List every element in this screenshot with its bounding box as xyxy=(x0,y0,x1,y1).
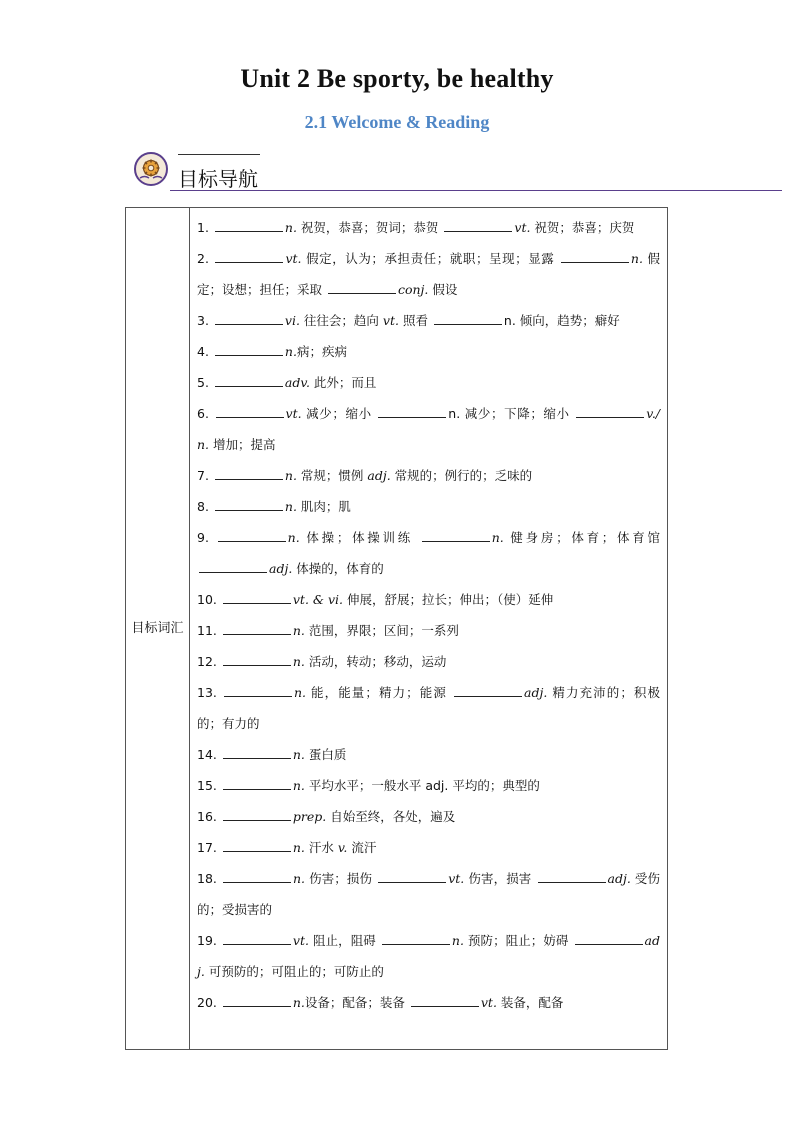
definition-text: 平均水平；一般水平 adj. 平均的；典型的 xyxy=(304,778,540,793)
part-of-speech: n. xyxy=(292,871,305,886)
answer-blank[interactable] xyxy=(223,620,291,635)
part-of-speech: n. xyxy=(284,468,297,483)
definition-text: 蛋白质 xyxy=(304,747,347,762)
vocab-item xyxy=(197,615,660,646)
brain-gear-icon xyxy=(133,151,169,187)
part-of-speech: n. xyxy=(451,933,464,948)
part-of-speech: vt. & vi. xyxy=(292,592,344,607)
definition-text: 3. xyxy=(197,313,213,328)
vocab-item xyxy=(197,987,660,1018)
answer-blank[interactable] xyxy=(215,496,283,511)
answer-blank[interactable] xyxy=(223,589,291,604)
vocab-item xyxy=(197,584,660,615)
part-of-speech: n. xyxy=(284,344,297,359)
answer-blank[interactable] xyxy=(454,682,522,697)
vocabulary-table xyxy=(125,207,668,1050)
vocab-item xyxy=(197,801,660,832)
vocab-item xyxy=(197,398,660,460)
part-of-speech: vi. xyxy=(284,313,300,328)
part-of-speech: vt. xyxy=(382,313,399,328)
definition-text: 照看 xyxy=(398,313,432,328)
definition-text: 往往会；趋向 xyxy=(299,313,383,328)
answer-blank[interactable] xyxy=(199,558,267,573)
answer-blank[interactable] xyxy=(215,310,283,325)
definition-text: 14. xyxy=(197,747,221,762)
part-of-speech: vt. xyxy=(514,220,531,235)
answer-blank[interactable] xyxy=(411,992,479,1007)
answer-blank[interactable] xyxy=(378,403,446,418)
part-of-speech: n. xyxy=(491,530,504,545)
definition-text: 16. xyxy=(197,809,221,824)
answer-blank[interactable] xyxy=(218,527,286,542)
section-title: 目标导航 xyxy=(178,167,258,191)
part-of-speech: adv. xyxy=(284,375,310,390)
part-of-speech: n. xyxy=(630,251,643,266)
definition-text: 受伤的；受损害的 xyxy=(197,871,661,917)
definition-text: 1. xyxy=(197,220,213,235)
definition-text: 此外；而且 xyxy=(309,375,377,390)
definition-text: n. 减少；下降；缩小 xyxy=(448,406,575,421)
definition-text: 装备，配备 xyxy=(496,995,564,1010)
vocab-list xyxy=(190,208,668,1050)
part-of-speech: n. xyxy=(292,995,305,1010)
definition-text: 设备；配备；装备 xyxy=(304,995,409,1010)
table-label-text: 目标词汇 xyxy=(131,620,184,636)
answer-blank[interactable] xyxy=(223,775,291,790)
lesson-subtitle: 2.1 Welcome & Reading xyxy=(304,112,490,132)
part-of-speech: n. xyxy=(293,685,306,700)
definition-text: 17. xyxy=(197,840,221,855)
definition-text: 假设 xyxy=(428,282,458,297)
section-divider xyxy=(170,190,782,191)
definition-text: 7. xyxy=(197,468,213,483)
definition-text: 增加；提高 xyxy=(209,437,276,452)
part-of-speech: vt. xyxy=(292,933,309,948)
vocab-item xyxy=(197,305,660,336)
answer-blank[interactable] xyxy=(223,744,291,759)
definition-text: 15. xyxy=(197,778,221,793)
part-of-speech: n. xyxy=(292,623,305,638)
definition-text: 12. xyxy=(197,654,221,669)
part-of-speech: adj. xyxy=(269,561,293,576)
part-of-speech: conj. xyxy=(397,282,429,297)
definition-text: 伤害，损害 xyxy=(464,871,536,886)
table-row xyxy=(126,208,668,1050)
definition-text: 6. xyxy=(197,406,214,421)
part-of-speech: v. xyxy=(337,840,348,855)
answer-blank[interactable] xyxy=(215,465,283,480)
definition-text: 13. xyxy=(197,685,222,700)
answer-blank[interactable] xyxy=(575,930,643,945)
definition-text: 精力充沛的；积极的；有力的 xyxy=(197,685,660,731)
definition-text: 10. xyxy=(197,592,221,607)
part-of-speech: n. xyxy=(284,499,297,514)
part-of-speech: vt. xyxy=(448,871,465,886)
definition-text: 病；疾病 xyxy=(296,344,347,359)
definition-text: 汗水 xyxy=(304,840,338,855)
answer-blank[interactable] xyxy=(216,403,284,418)
answer-blank[interactable] xyxy=(444,217,512,232)
answer-blank[interactable] xyxy=(223,651,291,666)
definition-text: 18. xyxy=(197,871,221,886)
answer-blank[interactable] xyxy=(223,806,291,821)
definition-text: 2. xyxy=(197,251,214,266)
definition-text: 伤害；损伤 xyxy=(305,871,377,886)
vocab-item xyxy=(197,336,660,367)
part-of-speech: adj. xyxy=(367,468,391,483)
section-overline xyxy=(178,154,260,155)
part-of-speech: adj. xyxy=(607,871,631,886)
section-header xyxy=(130,150,782,194)
vocab-item xyxy=(197,522,660,584)
definition-text: 20. xyxy=(197,995,221,1010)
definition-text: 9. xyxy=(197,530,216,545)
answer-blank[interactable] xyxy=(576,403,644,418)
vocab-item xyxy=(197,460,660,491)
answer-blank[interactable] xyxy=(538,868,606,883)
definition-text: 自始至终，各处，遍及 xyxy=(326,809,456,824)
definition-text: 5. xyxy=(197,375,213,390)
vocab-item xyxy=(197,646,660,677)
answer-blank[interactable] xyxy=(223,837,291,852)
definition-text: 19. xyxy=(197,933,221,948)
definition-text: 伸展，舒展；拉长；伸出；（使）延伸 xyxy=(343,592,554,607)
definition-text: 体操；体操训练 xyxy=(299,530,420,545)
definition-text: n. 倾向，趋势；癖好 xyxy=(503,313,620,328)
answer-blank[interactable] xyxy=(223,868,291,883)
part-of-speech: vt. xyxy=(285,406,302,421)
definition-text: 流汗 xyxy=(347,840,377,855)
answer-blank[interactable] xyxy=(561,248,629,263)
definition-text: 健身房；体育；体育馆 xyxy=(503,530,660,545)
part-of-speech: adj. xyxy=(524,685,548,700)
definition-text: 祝贺，恭喜；贺词；恭贺 xyxy=(296,220,443,235)
vocab-item xyxy=(197,863,660,925)
definition-text: 范围，界限；区间；一系列 xyxy=(304,623,459,638)
answer-blank[interactable] xyxy=(224,682,292,697)
definition-text: 能，能量；精力；能源 xyxy=(305,685,452,700)
table-label xyxy=(126,208,190,1050)
vocab-item xyxy=(197,367,660,398)
definition-text: 4. xyxy=(197,344,213,359)
answer-blank[interactable] xyxy=(223,930,291,945)
definition-text: 8. xyxy=(197,499,213,514)
definition-text: 常规；惯例 xyxy=(296,468,368,483)
definition-text: 祝贺；恭喜；庆贺 xyxy=(530,220,635,235)
answer-blank[interactable] xyxy=(215,341,283,356)
vocab-item xyxy=(197,832,660,863)
definition-text: 假定；设想；担任；采取 xyxy=(197,251,660,297)
answer-blank[interactable] xyxy=(434,310,502,325)
answer-blank[interactable] xyxy=(215,217,283,232)
part-of-speech: vt. xyxy=(480,995,497,1010)
definition-text: 肌肉；肌 xyxy=(296,499,351,514)
part-of-speech: n. xyxy=(287,530,300,545)
vocab-item xyxy=(197,770,660,801)
definition-text: 体操的，体育的 xyxy=(292,561,384,576)
part-of-speech: n. xyxy=(292,654,305,669)
answer-blank[interactable] xyxy=(422,527,490,542)
vocab-item xyxy=(197,677,660,739)
part-of-speech: n. xyxy=(292,747,305,762)
answer-blank[interactable] xyxy=(378,868,446,883)
definition-text: 可预防的；可阻止的；可防止的 xyxy=(204,964,384,979)
vocab-item xyxy=(197,491,660,522)
definition-text: 11. xyxy=(197,623,221,638)
definition-text: 减少；缩小 xyxy=(301,406,377,421)
document-title: Unit 2 Be sporty, be healthy xyxy=(240,64,554,93)
part-of-speech: v./n. xyxy=(197,406,660,452)
part-of-speech: n. xyxy=(292,840,305,855)
answer-blank[interactable] xyxy=(215,372,283,387)
part-of-speech: adj. xyxy=(197,933,660,979)
definition-text: 预防；阻止；妨碍 xyxy=(463,933,573,948)
answer-blank[interactable] xyxy=(328,279,396,294)
definition-text: 假定，认为；承担责任；就职；呈现；显露 xyxy=(301,251,559,266)
vocab-item xyxy=(197,739,660,770)
definition-text: 常规的；例行的；乏味的 xyxy=(390,468,533,483)
vocab-item xyxy=(197,212,660,243)
answer-blank[interactable] xyxy=(223,992,291,1007)
answer-blank[interactable] xyxy=(215,248,283,263)
part-of-speech: n. xyxy=(292,778,305,793)
vocab-item xyxy=(197,925,660,987)
definition-text: 阻止，阻碍 xyxy=(308,933,380,948)
part-of-speech: n. xyxy=(284,220,297,235)
part-of-speech: prep. xyxy=(292,809,327,824)
answer-blank[interactable] xyxy=(382,930,450,945)
vocab-item xyxy=(197,243,660,305)
part-of-speech: vt. xyxy=(285,251,302,266)
definition-text: 活动，转动；移动，运动 xyxy=(304,654,447,669)
